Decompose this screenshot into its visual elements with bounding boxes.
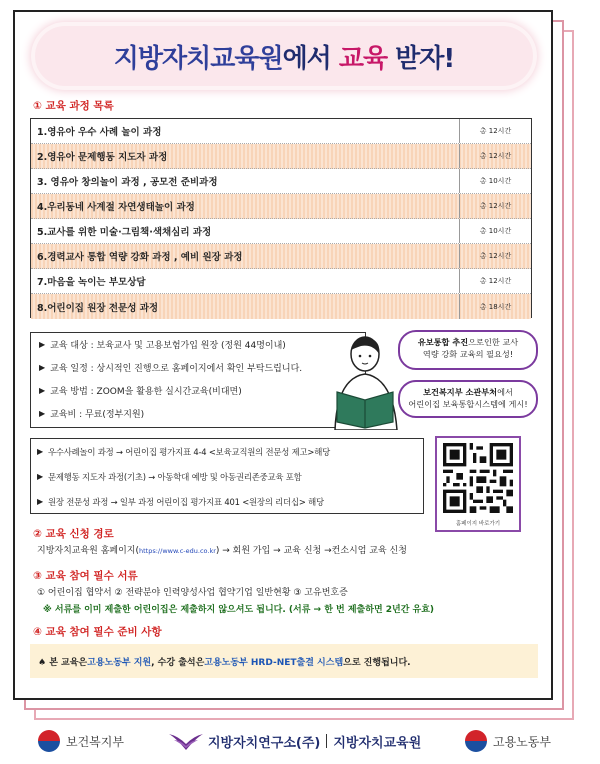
course-row xyxy=(31,194,531,219)
course-duration: 총 12시간 xyxy=(459,269,531,293)
course-duration: 총 12시간 xyxy=(459,119,531,143)
info-target: 교육 대상 : 보육교사 및 고용보험가입 원장 (정원 44명이내) xyxy=(50,341,286,351)
education-center-name: 지방자치교육원 xyxy=(333,735,422,751)
triangle-bullet-icon: ▶ xyxy=(39,340,46,349)
documents-note: ※ 서류를 이미 제출한 어린이집은 제출하지 않으셔도 됩니다. (서류 → 한 번 제출하면 2년간 유효) xyxy=(43,605,435,615)
section3-heading: ③ 교육 참여 필수 서류 xyxy=(33,570,138,582)
course-duration: 총 10시간 xyxy=(459,169,531,193)
reading-person-icon xyxy=(315,330,405,430)
title-from: 에서 xyxy=(282,43,339,74)
info-fee: 교육비 : 무료(정부지원) xyxy=(50,410,145,420)
bubble2-line2: 어린이집 보육통합시스템에 게시! xyxy=(408,399,528,409)
course-name: 2.영유아 문제행동 지도자 과정 xyxy=(37,152,168,163)
course-name: 1.영유아 우수 사례 놀이 과정 xyxy=(37,127,162,138)
course-row xyxy=(31,169,531,194)
institute-name: 지방자치연구소(주) xyxy=(208,735,321,751)
criteria-item xyxy=(31,464,423,489)
footer-logos xyxy=(0,720,600,764)
section4-heading: ④ 교육 참여 필수 준비 사항 xyxy=(33,626,162,638)
flyer-page xyxy=(13,10,553,700)
triangle-bullet-icon: ▶ xyxy=(37,497,43,506)
criteria-item xyxy=(31,489,423,514)
course-duration: 총 12시간 xyxy=(459,244,531,268)
title-banner xyxy=(35,26,533,86)
homepage-link[interactable]: https://www.c-edu.co.kr xyxy=(139,547,216,555)
taegeuk-icon xyxy=(38,730,60,752)
taegeuk-icon xyxy=(465,730,487,752)
course-name: 7.마음을 녹이는 부모상담 xyxy=(37,277,146,288)
course-list xyxy=(30,118,532,318)
preparation-notice xyxy=(30,644,538,678)
notice-post: 으로 진행됩니다. xyxy=(343,657,411,668)
course-name: 8.어린이집 원장 전문성 과정 xyxy=(37,302,159,314)
institute-logo xyxy=(168,730,421,752)
required-documents: ① 어린이집 협약서 ② 전략분야 인력양성사업 협약기업 일반현황 ③ 고유번호증 xyxy=(37,588,348,598)
notice-system: 고용노동부 HRD-NET출결 시스템 xyxy=(204,657,344,668)
callout-bubble-ministry xyxy=(398,380,538,418)
section1-heading: ① 교육 과정 목록 xyxy=(33,100,114,112)
ministry-health-name: 보건복지부 xyxy=(66,734,124,749)
criteria-text: 문제행동 지도자 과정(기초) → 아동학대 예방 및 아동권리존중교육 포함 xyxy=(47,471,302,482)
evaluation-criteria-box xyxy=(30,438,424,514)
section2-heading: ② 교육 신청 경로 xyxy=(33,528,114,540)
course-name: 3. 영유아 창의놀이 과정 , 공모전 준비과정 xyxy=(37,177,218,188)
notice-mid: , 수강 출석은 xyxy=(151,657,205,668)
callout-bubble-integration xyxy=(398,330,538,370)
criteria-item xyxy=(31,439,423,464)
bubble1-bold: 유보통합 추진 xyxy=(417,337,469,347)
triangle-bullet-icon: ▶ xyxy=(37,447,43,456)
ministry-labor-name: 고용노동부 xyxy=(493,734,551,749)
bubble2-bold: 보건복지부 소관부처 xyxy=(423,387,498,397)
course-row xyxy=(31,244,531,269)
triangle-bullet-icon: ▶ xyxy=(37,472,43,481)
notice-pre: ♠ 본 교육은 xyxy=(38,657,88,668)
bubble1-line2: 역량 강화 교육의 필요성! xyxy=(422,349,514,359)
criteria-text: 우수사례놀이 과정 → 어린이집 평가지표 4-4 <보육교직원의 전문성 제고>해당 xyxy=(47,446,330,457)
course-name: 6.경력교사 통합 역량 강화 과정 , 예비 원장 과정 xyxy=(37,252,243,263)
bubble1-rest: 으로인한 교사 xyxy=(468,337,519,347)
triangle-bullet-icon: ▶ xyxy=(39,386,46,395)
course-name: 4.우리동네 사계절 자연생태놀이 과정 xyxy=(37,202,195,213)
ministry-health-logo xyxy=(38,730,124,752)
course-row xyxy=(31,144,531,169)
info-schedule: 교육 일정 : 상시적인 진행으로 홈페이지에서 확인 부탁드립니다. xyxy=(50,364,303,374)
course-duration: 총 10시간 xyxy=(459,219,531,243)
course-row xyxy=(31,219,531,244)
criteria-text: 원장 전문성 과정 → 일부 과정 어린이집 평가지표 401 <원장의 리더십> 해당 xyxy=(47,496,324,507)
course-duration: 총 18시간 xyxy=(459,294,531,319)
ministry-labor-logo xyxy=(465,730,551,752)
title-edu: 교육 xyxy=(338,43,388,74)
course-row xyxy=(31,119,531,144)
course-name: 5.교사를 위한 미술·그림책·색채심리 과정 xyxy=(37,227,212,238)
qr-caption: 홈페이지 바로가기 xyxy=(455,521,501,527)
path-prefix: 지방자치교육원 홈페이지( xyxy=(37,546,140,556)
homepage-qr-code[interactable] xyxy=(435,436,521,532)
title-receive: 받자! xyxy=(387,43,455,74)
course-duration: 총 12시간 xyxy=(459,194,531,218)
info-method: 교육 방법 : ZOOM을 활용한 실시간교육(비대면) xyxy=(50,387,242,397)
path-steps: ) → 회원 가입 → 교육 신청 →컨소시엄 교육 신청 xyxy=(215,546,407,556)
triangle-bullet-icon: ▶ xyxy=(39,409,46,418)
course-row xyxy=(31,269,531,294)
course-duration: 총 12시간 xyxy=(459,144,531,168)
title-org: 지방자치교육원 xyxy=(113,43,283,74)
application-path xyxy=(37,543,407,556)
qr-code-icon xyxy=(443,443,513,513)
triangle-bullet-icon: ▶ xyxy=(39,363,46,372)
course-row xyxy=(31,294,531,319)
notice-support: 고용노동부 지원 xyxy=(87,657,152,668)
footer-divider xyxy=(326,734,327,748)
bubble2-rest: 에서 xyxy=(497,387,513,397)
wings-icon xyxy=(168,730,204,752)
